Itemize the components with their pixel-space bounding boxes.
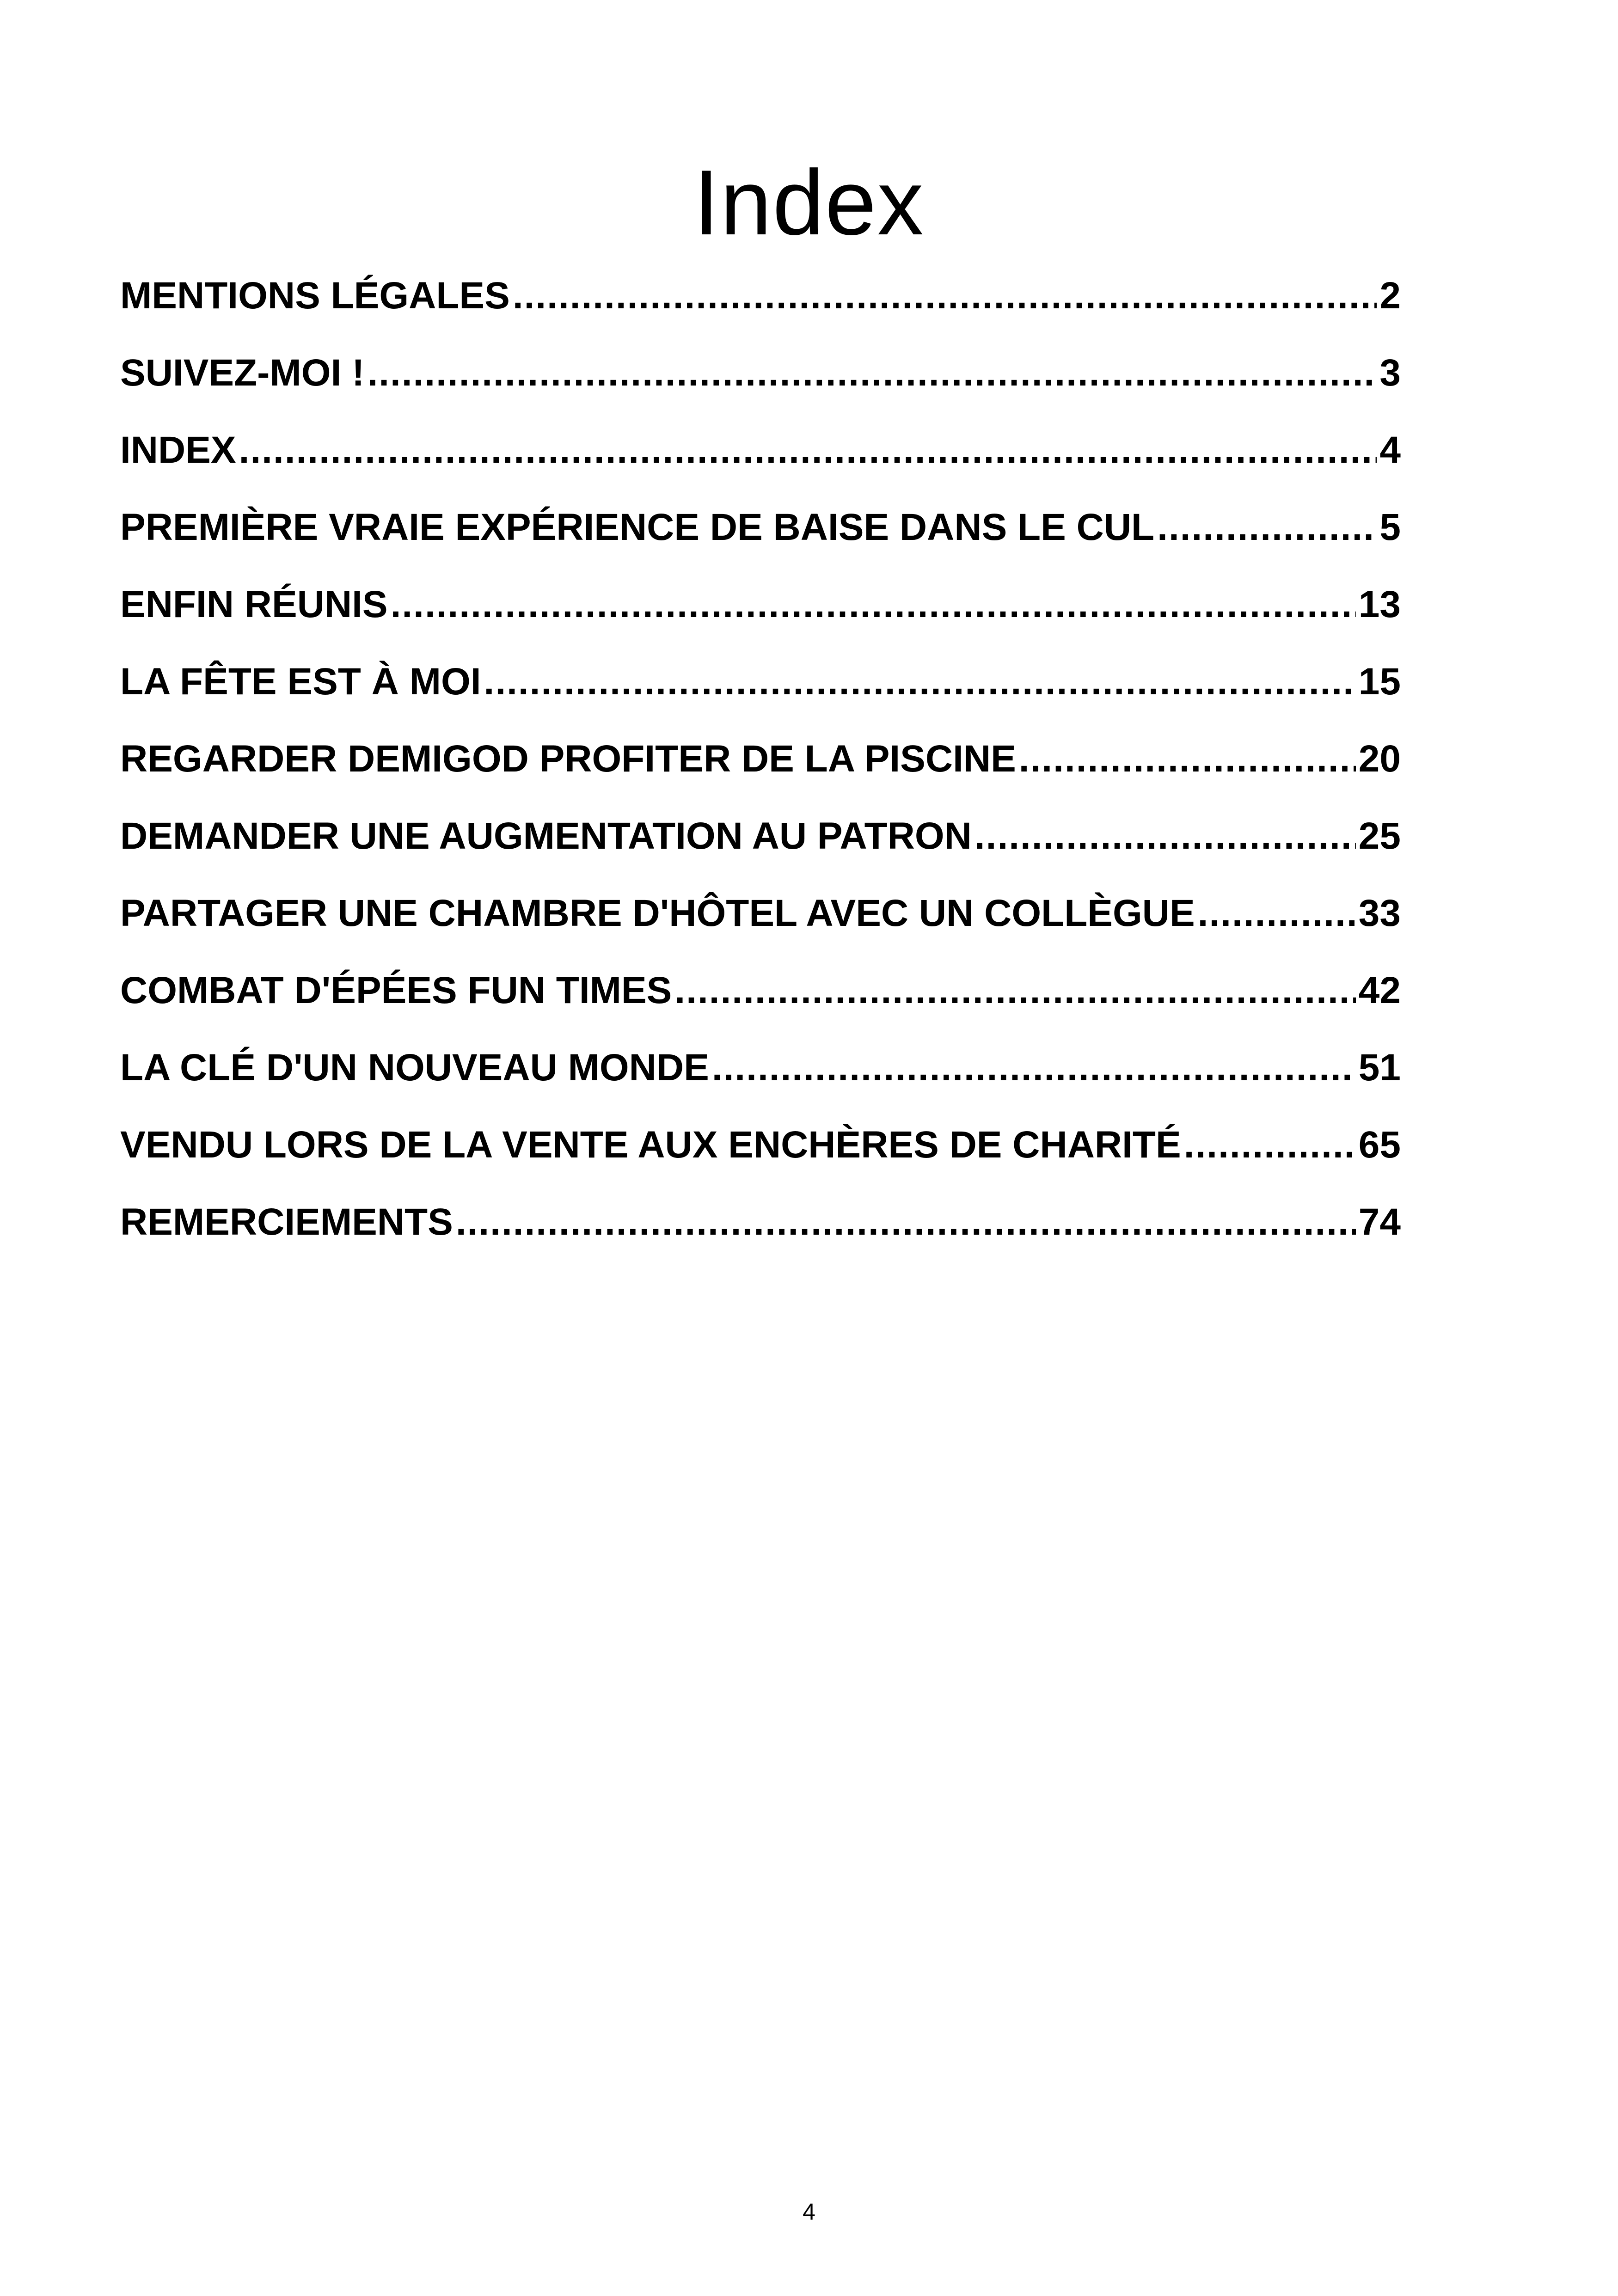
toc-entry-page: 33 <box>1358 892 1401 934</box>
toc-entry-page: 20 <box>1358 738 1401 780</box>
toc-entry[interactable] <box>120 804 1401 881</box>
toc-entry-title: VENDU LORS DE LA VENTE AUX ENCHÈRES DE CHARITÉ <box>120 1124 1181 1166</box>
toc-entry-title: REGARDER DEMIGOD PROFITER DE LA PISCINE <box>120 738 1016 780</box>
toc-entry-page: 65 <box>1358 1124 1401 1166</box>
page-title: Index <box>693 151 925 254</box>
toc-entry[interactable] <box>120 418 1401 495</box>
toc-entry[interactable] <box>120 572 1401 649</box>
toc-entry-title: INDEX <box>120 429 236 471</box>
toc-entry-title: COMBAT D'ÉPÉES FUN TIMES <box>120 969 672 1011</box>
toc-entry[interactable] <box>120 495 1401 572</box>
toc-entry-page: 51 <box>1358 1047 1401 1089</box>
toc-leader-dots <box>456 1190 1356 1255</box>
toc-entry-title: ENFIN RÉUNIS <box>120 583 388 625</box>
toc-entry[interactable] <box>120 1190 1401 1267</box>
toc-leader-dots <box>484 649 1356 714</box>
toc-entry[interactable] <box>120 263 1401 341</box>
toc-leader-dots <box>974 804 1356 869</box>
toc-entry-page: 25 <box>1358 815 1401 857</box>
toc-entry-page: 42 <box>1358 969 1401 1011</box>
toc-entry[interactable] <box>120 649 1401 727</box>
toc-entry-title: SUIVEZ-MOI ! <box>120 352 365 394</box>
toc-entry-page: 13 <box>1358 583 1401 625</box>
toc-leader-dots <box>513 263 1377 328</box>
toc-entry-title: LA FÊTE EST À MOI <box>120 661 481 703</box>
toc-leader-dots <box>391 572 1356 637</box>
toc-leader-dots <box>674 958 1355 1023</box>
page-number: 4 <box>803 2199 815 2225</box>
toc-leader-dots <box>712 1035 1356 1100</box>
toc-entry-title: MENTIONS LÉGALES <box>120 275 510 317</box>
toc-entry-page: 3 <box>1379 352 1401 394</box>
toc-entry-page: 74 <box>1358 1201 1401 1243</box>
toc-entry-page: 4 <box>1379 429 1401 471</box>
toc-entry[interactable] <box>120 1113 1401 1190</box>
toc-entry[interactable] <box>120 341 1401 418</box>
toc-leader-dots <box>1184 1113 1356 1177</box>
toc-entry-page: 5 <box>1379 506 1401 548</box>
toc-entry-title: PARTAGER UNE CHAMBRE D'HÔTEL AVEC UN COLLÈGUE <box>120 892 1195 934</box>
toc-entry-page: 2 <box>1379 275 1401 317</box>
toc-entry-title: REMERCIEMENTS <box>120 1201 453 1243</box>
toc-leader-dots <box>367 341 1377 405</box>
toc-entry[interactable] <box>120 727 1401 804</box>
toc-entry-title: DEMANDER UNE AUGMENTATION AU PATRON <box>120 815 972 857</box>
table-of-contents <box>120 263 1401 1267</box>
toc-leader-dots <box>239 418 1377 483</box>
toc-entry-title: LA CLÉ D'UN NOUVEAU MONDE <box>120 1047 709 1089</box>
toc-entry[interactable] <box>120 958 1401 1035</box>
toc-entry[interactable] <box>120 881 1401 958</box>
toc-leader-dots <box>1157 495 1377 560</box>
toc-leader-dots <box>1198 881 1356 946</box>
toc-entry-title: PREMIÈRE VRAIE EXPÉRIENCE DE BAISE DANS LE CUL <box>120 506 1155 548</box>
toc-entry-page: 15 <box>1358 661 1401 703</box>
toc-entry[interactable] <box>120 1035 1401 1113</box>
toc-leader-dots <box>1019 727 1356 791</box>
